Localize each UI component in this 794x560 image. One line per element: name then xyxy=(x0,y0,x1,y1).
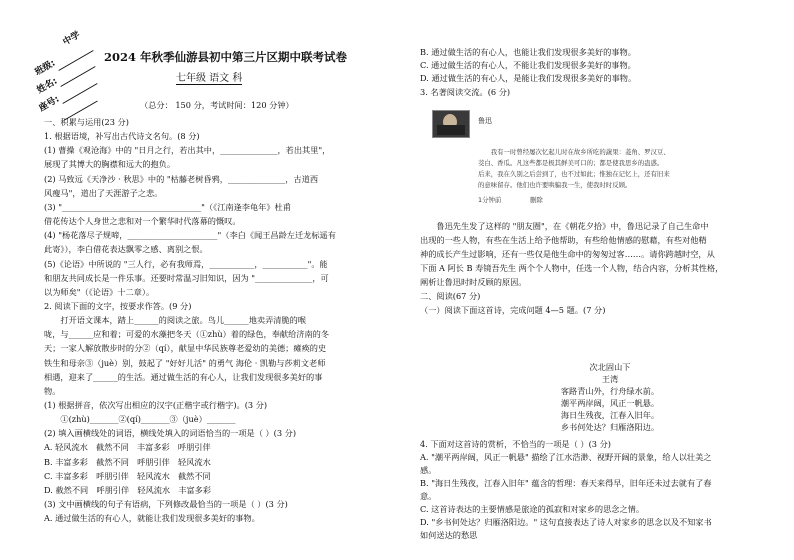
text-line: 咙，与______应和着；可爱的水藻把冬天（①zhù）着的绿色，奉献给济南的冬 xyxy=(44,329,330,340)
poem-title: 次北固山下 xyxy=(589,362,631,372)
text-line: 和朋友共同成长是一件乐事。还要时常温习旧知识，因为 "______________，可 xyxy=(44,272,329,283)
text-line: 如何送达的愁思 xyxy=(420,530,478,540)
text-line: 展现了其博大的胸襟和远大的抱负。 xyxy=(44,159,176,170)
poem-line: 海日生残夜，江春入旧年。 xyxy=(560,410,660,420)
text-line: C. 这首诗表达的主要情感是旅途的孤寂和对家乡的思念之情。 xyxy=(420,504,645,514)
author-name: 鲁迅 xyxy=(478,117,492,125)
text-line: C. 通过做生活的有心人，不能让我们发现很多美好的事物。 xyxy=(420,60,636,71)
quote-line: 后来，我在久别之后尝到了，也不过如此；惟独在记忆上，还有旧来 xyxy=(478,170,670,178)
text-line: D. 通过做生活的有心人，是能让我们发现很多美好的事物。 xyxy=(420,73,637,84)
text-line: (3) 文中画横线的句子有语病，下列修改最恰当的一项是（ ）(3 分) xyxy=(44,499,288,510)
text-line: 4. 下面对这首诗的赏析，不恰当的一项是（ ）(3 分) xyxy=(420,439,611,449)
text-line: 借花传达个人身世之悲和对一个繁华时代落幕的慨叹。 xyxy=(44,216,241,227)
poem-line: 潮平两岸阔，风正一帆悬。 xyxy=(560,398,660,408)
text-line: 打开语文课本，踏上______的阅读之旅。鸟儿______地卖弄清脆的喉 xyxy=(44,315,307,326)
quote-line: 我有一时曾经屡次忆起儿时在故乡所吃的蔬果：菱角、罗汉豆、 xyxy=(478,148,670,156)
text-line: 铁生和母亲③（juè）别，鼓起了 "好好儿活" 的勇气 海伦 · 凯勒与莎莉文老师 xyxy=(44,357,326,368)
text-line: 二、阅读(67 分) xyxy=(420,291,481,301)
text-line: A. 通过做生活的有心人，就能让我们发现很多美好的事物。 xyxy=(44,513,260,524)
text-line: D. "乡书何处达？归雁洛阳边。" 这句直接表达了诗人对家乡的思念以及不知家书 xyxy=(420,517,712,527)
score-line: （总分： 150 分，考试时间：120 分钟） xyxy=(140,100,294,110)
subject-text: 七年级 语文 科 xyxy=(176,73,243,84)
text-line: 2. 阅读下面的文字，按要求作答。(9 分) xyxy=(44,300,192,311)
poem-author: 王湾 xyxy=(601,374,619,384)
text-line: (5)《论语》中所说的 "三人行，必有我师焉，___________，___________"。能 xyxy=(44,258,328,269)
text-line: 相遇，迎来了______的生活。通过做生活的有心人，让我们发现很多美好的事 xyxy=(44,371,323,382)
text-line: (4) "杨花落尽子规啼，______________________"（李白《闻王昌龄左迁龙标遥有 xyxy=(44,230,336,241)
school-blank[interactable] xyxy=(58,50,93,71)
text-line: B. 通过做生活的有心人，也能让我们发现很多美好的事物。 xyxy=(420,47,636,57)
name-label: 姓名: xyxy=(35,76,60,96)
text-line: 风瘦马"，道出了天涯游子之悲。 xyxy=(44,187,163,198)
class-label: 班级: xyxy=(33,58,58,78)
text-line: 出现的一些人物，有些在生活上给予他帮助，有些给他情感的慰藉，有些对他精 xyxy=(420,235,707,245)
seat-label: 座号: xyxy=(37,94,62,114)
text-line: 3. 名著阅读交流。(6 分) xyxy=(420,86,511,97)
text-line: 阐析让鲁迅时时反顾的原因。 xyxy=(420,277,527,287)
text-line: A. 轻风流水 截然不同 丰富多彩 呼朋引伴 xyxy=(44,442,211,453)
quote-line: 的意味留存。他们也许要哄骗我一生，使我时时反顾。 xyxy=(478,181,632,189)
text-line: 一、积累与运用(23 分) xyxy=(44,117,129,127)
text-line: (2) 填入画横线处的词语，横线处填入的词语恰当的一项是（ ）(3 分) xyxy=(44,428,297,439)
school-label: 中学 xyxy=(61,30,83,48)
text-line: 意。 xyxy=(420,491,437,501)
text-line: 以为师矣"（《论语》十二章）。 xyxy=(44,286,155,297)
text-line: 神的成长产生过影响，还有一些仅是他生命中的匆匆过客……。请你跨越时空，从 xyxy=(420,249,715,259)
text-line: (1) 根据拼音，依次写出相应的汉字(正楷字或行楷字)。(3 分) xyxy=(44,400,268,410)
text-line: (3) "__________________________________"（《江南逢李龟年》杜甫 xyxy=(44,201,291,212)
author-photo xyxy=(432,110,470,138)
text-line: D. 截然不同 呼朋引伴 轻风流水 丰富多彩 xyxy=(44,484,212,495)
text-line: ①(zhù)_______②(qí)_______③（juè）_______ xyxy=(44,414,236,425)
delete-link[interactable]: 删除 xyxy=(530,196,543,204)
exam-title: 2024 年秋季仙游县初中第三片区期中联考试卷 xyxy=(104,50,348,64)
poem-line: 乡书何处达？归雁洛阳边。 xyxy=(560,422,660,432)
text-line: (1) 曹操《观沧海》中的 "日月之行，若出其中，______________，若出其里"， xyxy=(44,145,331,156)
text-line: B. 丰富多彩 截然不同 呼朋引伴 轻风流水 xyxy=(44,456,211,467)
class-blank[interactable] xyxy=(60,66,95,87)
text-line: B. "海日生残夜，江春入旧年" 蕴含的哲理：春天来得早，旧年还未过去就有了春 xyxy=(420,478,712,488)
text-line: 下面 A 阿长 B 寿镜吾先生 两个个人物中，任选一个人物，结合内容，分析其性格， xyxy=(420,263,724,273)
subject-line xyxy=(176,74,242,85)
text-line: 感。 xyxy=(420,465,437,475)
text-line: 此寄》），李白借花表达飘零之感、离别之恨。 xyxy=(44,244,208,255)
timestamp: 1分钟前 xyxy=(478,196,502,204)
text-line: 天；一家人解放散步时的分②（qí），献显中华民族尊老爱幼的美德；瘫痪的史 xyxy=(44,343,327,354)
text-line: 物。 xyxy=(44,385,61,396)
text-line: (2) 马致远《天净沙 · 秋思》中的 "枯藤老树昏鸦，______________，古道西 xyxy=(44,173,319,184)
name-blank[interactable] xyxy=(62,83,97,104)
text-line: （一）阅读下面这首诗，完成问题 4—5 题。(7 分) xyxy=(420,305,606,315)
text-line: 1. 根据语境，补写出古代诗文名句。(8 分) xyxy=(44,131,200,142)
poem-line: 客路青山外，行舟绿水前。 xyxy=(560,386,660,396)
quote-line: 茭白、香瓜。凡这些都是极其鲜美可口的；都是使我思乡的蛊惑。 xyxy=(478,159,664,167)
text-line: A. "潮平两岸阔，风正一帆悬" 描绘了江水浩渺、视野开阔的景象，给人以壮美之 xyxy=(420,452,712,462)
text-line: C. 丰富多彩 呼朋引伴 轻风流水 截然不同 xyxy=(44,470,211,481)
text-line: 鲁迅先生发了这样的 "朋友圈"，在《朝花夕拾》中，鲁迅记录了自己生命中 xyxy=(420,221,709,231)
